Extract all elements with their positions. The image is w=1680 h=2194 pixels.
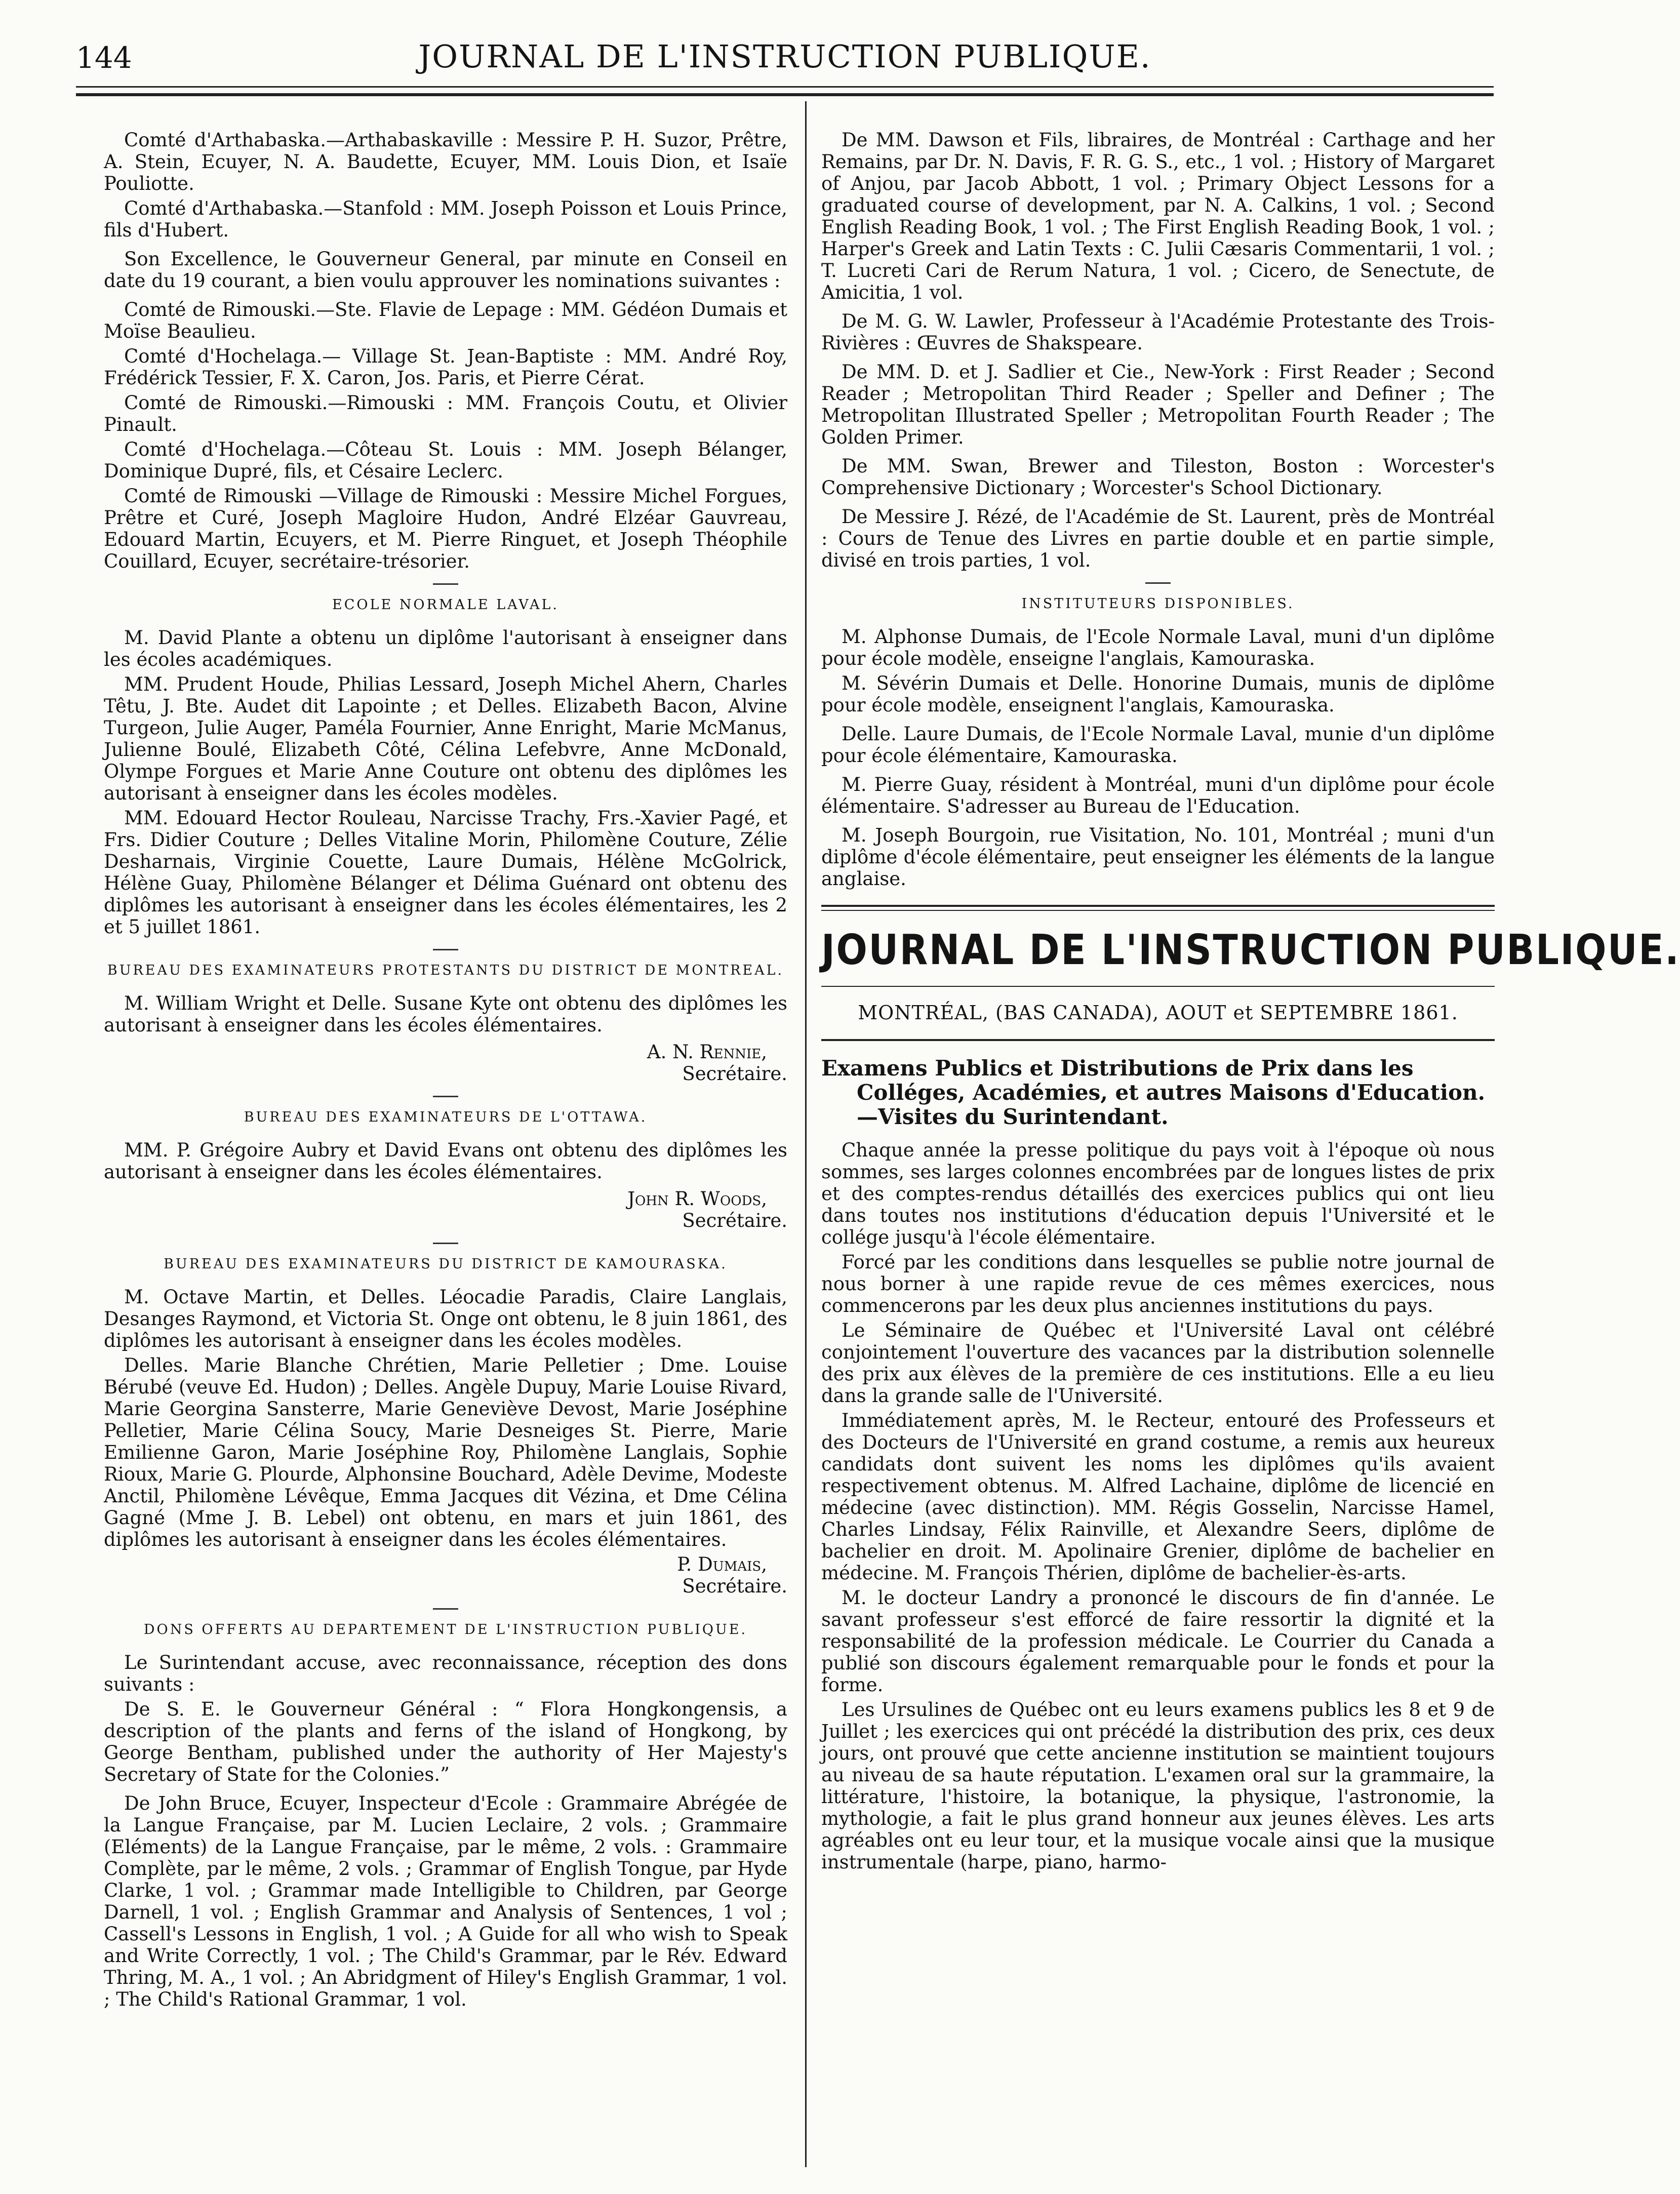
paragraph: Delles. Marie Blanche Chrétien, Marie Pelletier ; Dme. Louise Bérubé (veuve Ed. Hudon) ; Delles. Angèle Dupuy, Marie Louise Rivard, Marie Georgina Sansterre, Marie Geneviève Devost, Marie Joséphine Pelletier, Marie Célina Soucy, Marie Desneiges St. Pierre, Marie Emilienne Garon, Marie Joséphine Roy, Philomène Langlais, Sophie Rioux, Marie G. Plourde, Alphonsine Bouchard, Adèle Devime, Modeste Anctil, Philomène Lévêque, Emma Jacques dit Vézina, et Dme Célina Gagné (Mme J. B. Lebel) ont obtenu, en mars et juin 1861, des diplômes les autorisant à enseigner dans les écoles élémentaires. — [104, 1354, 787, 1550]
section-heading: BUREAU DES EXAMINATEURS PROTESTANTS DU DISTRICT DE MONTREAL. — [107, 963, 784, 978]
paragraph: De John Bruce, Ecuyer, Inspecteur d'Ecole : Grammaire Abrégée de la Langue Française, par M. Lucien Leclaire, 2 vols. ; Grammaire (Eléments) de la Langue Française, par le même, 2 vols. : Grammaire Complète, par le même, 2 vols. ; Grammar of English Tongue, par Hyde Clarke, 1 vol. ; Grammar made Intelligible to Children, par George Darnell, 1 vol. ; English Grammar and Analysis of Sentences, 1 vol ; Cassell's Lessons in English, 1 vol. ; A Guide for all who wish to Speak and Write Correctly, 1 vol. ; The Child's Grammar, par le Rév. Edward Thring, M. A., 1 vol. ; An Abridgment of Hiley's English Grammar, 1 vol. ; The Child's Rational Grammar, 1 vol. — [104, 1792, 787, 2010]
article-title — [821, 1056, 1495, 1129]
dateline: MONTRÉAL, (BAS CANADA), AOUT et SEPTEMBRE 1861. — [858, 1002, 1458, 1024]
left-column — [104, 129, 787, 2013]
paragraph: M. William Wright et Delle. Susane Kyte ont obtenu des diplômes les autorisant à enseigner dans les écoles élémentaires. — [104, 992, 787, 1036]
separator — [433, 583, 458, 585]
paragraph: M. le docteur Landry a prononcé le discours de fin d'année. Le savant professeur s'est efforcé de faire ressortir la dignité et la responsabilité de la profession médicale. Le Courrier du Canada a publié son discours également remarquable pour le fonds et pour la forme. — [821, 1587, 1495, 1696]
section-heading: INSTITUTEURS DISPONIBLES. — [1021, 596, 1295, 612]
paragraph: Comté de Rimouski.—Rimouski : MM. François Coutu, et Olivier Pinault. — [104, 392, 787, 435]
separator — [433, 949, 458, 950]
article-title-text: Examens Publics et Distributions de Prix dans les Colléges, Académies, et autres Maisons d'Education.—Visites du Surintendant. — [821, 1056, 1486, 1129]
paragraph: Comté de Rimouski.—Ste. Flavie de Lepage : MM. Gédéon Dumais et Moïse Beaulieu. — [104, 299, 787, 342]
paragraph: Les Ursulines de Québec ont eu leurs examens publics les 8 et 9 de Juillet ; les exercices qui ont précédé la distribution des prix, ces deux jours, ont prouvé que cette ancienne institution se maintient toujours au niveau de sa haute réputation. L'examen oral sur la grammaire, la littérature, l'histoire, la botanique, la physique, l'astronomie, la mythologie, a fait le plus grand honneur aux jeunes élèves. Les arts agréables ont eu leur tour, et la musique vocale ainsi que la musique instrumentale (harpe, piano, harmo- — [821, 1699, 1495, 1873]
paragraph: Comté de Rimouski —Village de Rimouski : Messire Michel Forgues, Prêtre et Curé, Joseph Magloire Hudon, André Elzéar Gauvreau, Edouard Martin, Ecuyers, et M. Pierre Ringuet, et Joseph Théophile Couillard, Ecuyer, secrétaire-trésorier. — [104, 485, 787, 572]
signature-name: P. Dumais, — [677, 1553, 767, 1575]
paragraph: M. David Plante a obtenu un diplôme l'autorisant à enseigner dans les écoles académiques. — [104, 627, 787, 670]
paragraph: Le Surintendant accuse, avec reconnaissance, réception des dons suivants : — [104, 1652, 787, 1695]
section-heading: DONS OFFERTS AU DEPARTEMENT DE L'INSTRUCTION PUBLIQUE. — [143, 1622, 748, 1638]
paragraph: Comté d'Hochelaga.— Village St. Jean-Baptiste : MM. André Roy, Frédérick Tessier, F. X. Caron, Jos. Paris, et Pierre Cérat. — [104, 345, 787, 389]
paragraph: Son Excellence, le Gouverneur General, par minute en Conseil en date du 19 courant, a bien voulu approuver les nominations suivantes : — [104, 248, 787, 292]
signature-name: A. N. Rennie, — [647, 1041, 767, 1063]
paragraph: De Messire J. Rézé, de l'Académie de St. Laurent, près de Montréal : Cours de Tenue des Livres en partie double et en partie simple, divisé en trois parties, 1 vol. — [821, 506, 1495, 571]
masthead-rule-thin — [821, 986, 1495, 987]
paragraph: MM. Prudent Houde, Philias Lessard, Joseph Michel Ahern, Charles Têtu, J. Bte. Audet dit Lapointe ; et Delles. Elizabeth Bacon, Alvine Turgeon, Julie Auger, Paméla Fournier, Anne Enright, Marie McManus, Julienne Boulé, Elizabeth Côté, Célina Lefebvre, Anne McDonald, Olympe Forgues et Marie Anne Couture ont obtenu des diplômes les autorisant à enseigner dans les écoles modèles. — [104, 673, 787, 804]
paragraph: M. Joseph Bourgoin, rue Visitation, No. 101, Montréal ; muni d'un diplôme d'école élémentaire, peut enseigner les éléments de la langue anglaise. — [821, 824, 1495, 890]
paragraph: De MM. Dawson et Fils, libraires, de Montréal : Carthage and her Remains, par Dr. N. Davis, F. R. G. S., etc., 1 vol. ; History of Margaret of Anjou, par Jacob Abbott, 1 vol. ; Primary Object Lessons for a graduated course of development, par N. A. Calkins, 1 vol. ; Second English Reading Book, 1 vol. ; The First English Reading Book, 1 vol. ; Harper's Greek and Latin Texts : C. Julii Cæsaris Commentarii, 1 vol. ; T. Lucreti Cari de Rerum Natura, 1 vol. ; Cicero, de Senectute, de Amicitia, 1 vol. — [821, 129, 1495, 303]
dateline-rule — [821, 1039, 1495, 1041]
section-heading: BUREAU DES EXAMINATEURS DE L'OTTAWA. — [244, 1109, 648, 1125]
running-title: JOURNAL DE L'INSTRUCTION PUBLIQUE. — [418, 38, 1151, 75]
paragraph: Delle. Laure Dumais, de l'Ecole Normale Laval, munie d'un diplôme pour école élémentaire, Kamouraska. — [821, 723, 1495, 767]
separator — [1145, 582, 1171, 584]
column-divider — [805, 101, 807, 2167]
signature-title: Secrétaire. — [682, 1063, 787, 1085]
paragraph: Forcé par les conditions dans lesquelles se publie notre journal de nous borner à une rapide revue de ces mêmes exercices, nous commencerons par les deux plus anciennes institutions du pays. — [821, 1251, 1495, 1317]
separator — [433, 1096, 458, 1097]
paragraph: Chaque année la presse politique du pays voit à l'époque où nous sommes, ses larges colonnes encombrées par de longues listes de prix et des comptes-rendus détaillés des exercices publics qui ont lieu dans toutes nos institutions d'éducation depuis l'Université et le collége jusqu'à l'école élémentaire. — [821, 1139, 1495, 1248]
masthead-rule-thin — [821, 910, 1495, 911]
paragraph: M. Sévérin Dumais et Delle. Honorine Dumais, munis de diplôme pour école modèle, enseignent l'anglais, Kamouraska. — [821, 672, 1495, 716]
separator — [433, 1608, 458, 1610]
paragraph: MM. Edouard Hector Rouleau, Narcisse Trachy, Frs.-Xavier Pagé, et Frs. Didier Couture ; Delles Vitaline Morin, Philomène Couture, Zélie Desharnais, Virginie Couette, Laure Dumais, Hélène McGolrick, Hélène Guay, Philomène Bélanger et Délima Guénard ont obtenu des diplômes les autorisant à enseigner dans les écoles élémentaires, les 2 et 5 juillet 1861. — [104, 807, 787, 938]
paragraph: De M. G. W. Lawler, Professeur à l'Académie Protestante des Trois-Rivières : Œuvres de Shakspeare. — [821, 310, 1495, 354]
signature-title: Secrétaire. — [682, 1210, 787, 1231]
section-heading: ECOLE NORMALE LAVAL. — [332, 597, 559, 613]
right-column — [821, 129, 1680, 1876]
paragraph: Comté d'Hochelaga.—Côteau St. Louis : MM. Joseph Bélanger, Dominique Dupré, fils, et Césaire Leclerc. — [104, 438, 787, 482]
paragraph: Comté d'Arthabaska.—Stanfold : MM. Joseph Poisson et Louis Prince, fils d'Hubert. — [104, 197, 787, 241]
signature-title: Secrétaire. — [682, 1575, 787, 1597]
paragraph: Immédiatement après, M. le Recteur, entouré des Professeurs et des Docteurs de l'Université en grand costume, a remis aux heureux candidats dont suivent les noms les diplômes qu'ils avaient respectivement obtenus. M. Alfred Lachaine, diplôme de licencié en médecine (avec distinction). MM. Régis Gosselin, Narcisse Hamel, Charles Lindsay, Félix Rainville, et Alexandre Seers, diplôme de bachelier en droit. M. Apolinaire Grenier, diplôme de bachelier en médecine. M. François Thérien, diplôme de bachelier-ès-arts. — [821, 1410, 1495, 1584]
paragraph: MM. P. Grégoire Aubry et David Evans ont obtenu des diplômes les autorisant à enseigner dans les écoles élémentaires. — [104, 1139, 787, 1183]
masthead-title: JOURNAL DE L'INSTRUCTION PUBLIQUE. — [821, 926, 1680, 974]
paragraph: M. Pierre Guay, résident à Montréal, muni d'un diplôme pour école élémentaire. S'adresser au Bureau de l'Education. — [821, 774, 1495, 817]
page-number: 144 — [76, 41, 132, 75]
paragraph: Le Séminaire de Québec et l'Université Laval ont célébré conjointement l'ouverture des vacances par la distribution solennelle des prix aux élèves de la première de ces institutions. Elle a eu lieu dans la grande salle de l'Université. — [821, 1320, 1495, 1407]
paragraph: M. Octave Martin, et Delles. Léocadie Paradis, Claire Langlais, Desanges Raymond, et Victoria St. Onge ont obtenu, le 8 juin 1861, des diplômes les autorisant à enseigner dans les écoles modèles. — [104, 1286, 787, 1351]
header-rule-thick — [76, 93, 1494, 96]
paragraph: Comté d'Arthabaska.—Arthabaskaville : Messire P. H. Suzor, Prêtre, A. Stein, Ecuyer, N. A. Baudette, Ecuyer, MM. Louis Dion, et Isaïe Pouliotte. — [104, 129, 787, 194]
paragraph: De S. E. le Gouverneur Général : “ Flora Hongkongensis, a description of the plants and ferns of the island of Hongkong, by George Bentham, published under the authority of Her Majesty's Secretary of State for the Colonies.” — [104, 1698, 787, 1785]
paragraph: M. Alphonse Dumais, de l'Ecole Normale Laval, muni d'un diplôme pour école modèle, enseigne l'anglais, Kamouraska. — [821, 626, 1495, 669]
paragraph: De MM. D. et J. Sadlier et Cie., New-York : First Reader ; Second Reader ; Metropolitan Third Reader ; Speller and Definer ; The Metropolitan Illustrated Speller ; Metropolitan Fourth Reader ; The Golden Primer. — [821, 361, 1495, 448]
masthead-rule — [821, 905, 1495, 907]
signature-name: John R. Woods, — [627, 1188, 767, 1210]
separator — [433, 1243, 458, 1244]
section-heading: BUREAU DES EXAMINATEURS DU DISTRICT DE KAMOURASKA. — [164, 1256, 728, 1272]
paragraph: De MM. Swan, Brewer and Tileston, Boston : Worcester's Comprehensive Dictionary ; Worcester's School Dictionary. — [821, 455, 1495, 499]
header-rule — [76, 86, 1494, 88]
